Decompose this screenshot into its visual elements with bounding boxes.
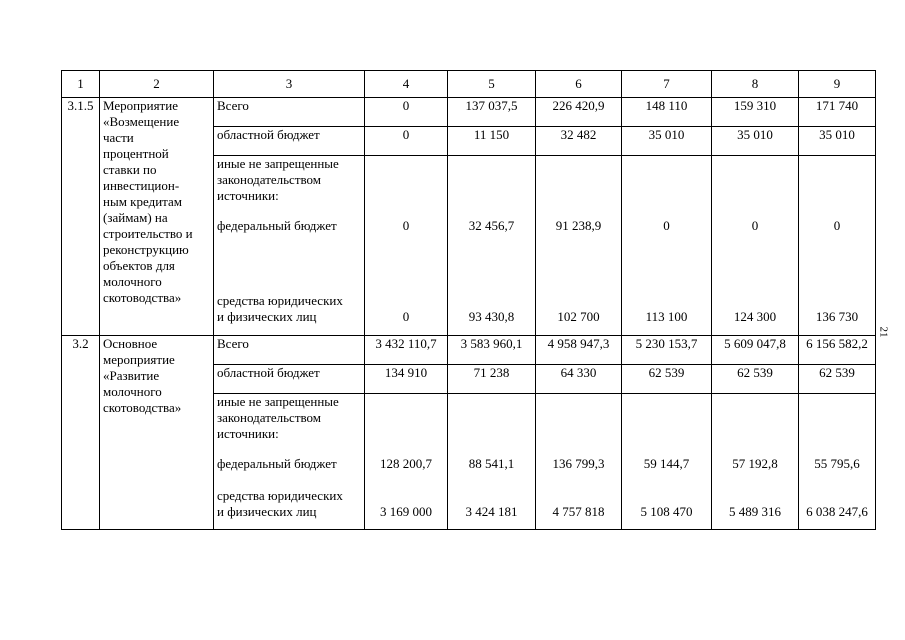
value-stack bbox=[625, 394, 708, 524]
value-cell-group bbox=[448, 156, 536, 336]
value-cell: 134 910 bbox=[365, 365, 448, 394]
value-stack bbox=[802, 394, 872, 524]
title-line: ставки по bbox=[103, 162, 157, 177]
row-label: Всего bbox=[214, 98, 365, 127]
value-cell: 148 110 bbox=[622, 98, 712, 127]
federal-value: 91 238,9 bbox=[555, 218, 602, 233]
value-cell: 226 420,9 bbox=[536, 98, 622, 127]
federal-value: 0 bbox=[751, 218, 759, 233]
legal-entities-label bbox=[217, 488, 343, 520]
title-line: процентной bbox=[103, 146, 169, 161]
value-cell-group bbox=[799, 156, 876, 336]
row-title bbox=[100, 336, 214, 530]
legal-value: 0 bbox=[402, 309, 410, 324]
column-header: 2 bbox=[100, 71, 214, 98]
legal-value: 3 169 000 bbox=[380, 504, 432, 519]
title-line: Мероприятие bbox=[103, 98, 178, 113]
federal-value: 59 144,7 bbox=[643, 456, 690, 471]
title-line: скотоводства» bbox=[103, 290, 182, 305]
legal-value: 113 100 bbox=[645, 309, 688, 324]
value-cell: 171 740 bbox=[799, 98, 876, 127]
value-cell: 6 156 582,2 bbox=[799, 336, 876, 365]
value-cell: 4 958 947,3 bbox=[536, 336, 622, 365]
row-label-group bbox=[214, 156, 365, 336]
value-cell-group bbox=[622, 394, 712, 530]
value-stack bbox=[539, 156, 618, 330]
title-line: скотоводства» bbox=[103, 400, 182, 415]
value-stack bbox=[451, 394, 532, 524]
column-header: 3 bbox=[214, 71, 365, 98]
value-cell: 62 539 bbox=[799, 365, 876, 394]
title-line: молочного bbox=[103, 274, 162, 289]
legal-value: 6 038 247,6 bbox=[806, 504, 868, 519]
other-sources-heading: законодательством bbox=[217, 172, 322, 187]
table-row bbox=[62, 336, 876, 365]
value-cell-group bbox=[536, 156, 622, 336]
row-title bbox=[100, 98, 214, 336]
federal-value: 32 456,7 bbox=[468, 218, 515, 233]
value-stack bbox=[715, 156, 795, 330]
label-stack bbox=[217, 394, 361, 524]
value-stack bbox=[715, 394, 795, 524]
federal-budget-label: федеральный бюджет bbox=[217, 218, 337, 233]
value-stack bbox=[625, 156, 708, 330]
value-cell: 35 010 bbox=[712, 127, 799, 156]
title-line: «Возмещение bbox=[103, 114, 180, 129]
label-stack bbox=[217, 156, 361, 330]
row-label: Всего bbox=[214, 336, 365, 365]
federal-value: 55 795,6 bbox=[814, 456, 860, 471]
value-stack bbox=[451, 156, 532, 330]
value-cell-group bbox=[448, 394, 536, 530]
value-cell: 64 330 bbox=[536, 365, 622, 394]
value-cell-group bbox=[799, 394, 876, 530]
legal-label-line: средства юридических bbox=[217, 293, 343, 308]
row-label: областной бюджет bbox=[214, 127, 365, 156]
value-stack bbox=[539, 394, 618, 524]
value-cell: 159 310 bbox=[712, 98, 799, 127]
legal-value: 4 757 818 bbox=[552, 504, 605, 519]
title-line: молочного bbox=[103, 384, 162, 399]
federal-value: 88 541,1 bbox=[468, 456, 515, 471]
value-cell: 62 539 bbox=[712, 365, 799, 394]
title-line: объектов для bbox=[103, 258, 175, 273]
legal-value: 5 489 316 bbox=[729, 504, 781, 519]
legal-value: 124 300 bbox=[733, 309, 777, 324]
value-cell: 0 bbox=[365, 127, 448, 156]
value-cell-group bbox=[712, 394, 799, 530]
other-sources-heading: источники: bbox=[217, 426, 279, 441]
value-cell: 35 010 bbox=[622, 127, 712, 156]
table-body bbox=[62, 98, 876, 530]
title-line: ным кредитам bbox=[103, 194, 182, 209]
value-cell: 5 609 047,8 bbox=[712, 336, 799, 365]
title-line: «Развитие bbox=[103, 368, 160, 383]
legal-value: 93 430,8 bbox=[468, 309, 515, 324]
table-row bbox=[62, 98, 876, 127]
legal-entities-label bbox=[217, 293, 343, 325]
value-cell: 0 bbox=[365, 98, 448, 127]
title-line: реконструкцию bbox=[103, 242, 189, 257]
value-stack bbox=[368, 394, 444, 524]
title-line: строительство и bbox=[103, 226, 193, 241]
header-row bbox=[62, 71, 876, 98]
column-header: 8 bbox=[712, 71, 799, 98]
row-code: 3.1.5 bbox=[62, 98, 100, 336]
title-line: части bbox=[103, 130, 134, 145]
column-header: 7 bbox=[622, 71, 712, 98]
row-label: областной бюджет bbox=[214, 365, 365, 394]
value-cell: 62 539 bbox=[622, 365, 712, 394]
value-cell: 35 010 bbox=[799, 127, 876, 156]
other-sources-heading: источники: bbox=[217, 188, 279, 203]
other-sources-heading: иные не запрещенные bbox=[217, 156, 339, 171]
title-line: Основное bbox=[103, 336, 158, 351]
federal-value: 0 bbox=[833, 218, 841, 233]
other-sources-heading: законодательством bbox=[217, 410, 322, 425]
value-cell-group bbox=[536, 394, 622, 530]
legal-label-line: средства юридических bbox=[217, 488, 343, 503]
federal-value: 0 bbox=[663, 218, 670, 233]
value-cell: 71 238 bbox=[448, 365, 536, 394]
legal-value: 5 108 470 bbox=[640, 504, 693, 519]
title-line: (займам) на bbox=[103, 210, 168, 225]
federal-value: 136 799,3 bbox=[552, 456, 605, 471]
value-stack bbox=[802, 156, 872, 330]
column-header: 9 bbox=[799, 71, 876, 98]
value-cell: 3 583 960,1 bbox=[448, 336, 536, 365]
legal-label-line: и физических лиц bbox=[217, 309, 317, 324]
budget-table bbox=[61, 70, 876, 530]
value-cell: 11 150 bbox=[448, 127, 536, 156]
legal-value: 136 730 bbox=[815, 309, 859, 324]
value-stack bbox=[368, 156, 444, 330]
legal-label-line: и физических лиц bbox=[217, 504, 317, 519]
legal-value: 3 424 181 bbox=[465, 504, 518, 519]
value-cell-group bbox=[622, 156, 712, 336]
federal-value: 128 200,7 bbox=[380, 456, 432, 471]
federal-value: 57 192,8 bbox=[732, 456, 778, 471]
value-cell: 32 482 bbox=[536, 127, 622, 156]
federal-value: 0 bbox=[402, 218, 410, 233]
column-header: 5 bbox=[448, 71, 536, 98]
row-label-group bbox=[214, 394, 365, 530]
federal-budget-label: федеральный бюджет bbox=[217, 456, 337, 471]
title-line: инвестицион- bbox=[103, 178, 180, 193]
column-header: 6 bbox=[536, 71, 622, 98]
legal-value: 102 700 bbox=[557, 309, 600, 324]
value-cell-group bbox=[712, 156, 799, 336]
title-line: мероприятие bbox=[103, 352, 175, 367]
value-cell: 137 037,5 bbox=[448, 98, 536, 127]
row-code: 3.2 bbox=[62, 336, 100, 530]
value-cell: 5 230 153,7 bbox=[622, 336, 712, 365]
column-header: 1 bbox=[62, 71, 100, 98]
other-sources-heading: иные не запрещенные bbox=[217, 394, 339, 409]
page-number: 21 bbox=[877, 326, 890, 338]
value-cell: 3 432 110,7 bbox=[365, 336, 448, 365]
value-cell-group bbox=[365, 394, 448, 530]
column-header: 4 bbox=[365, 71, 448, 98]
value-cell-group bbox=[365, 156, 448, 336]
